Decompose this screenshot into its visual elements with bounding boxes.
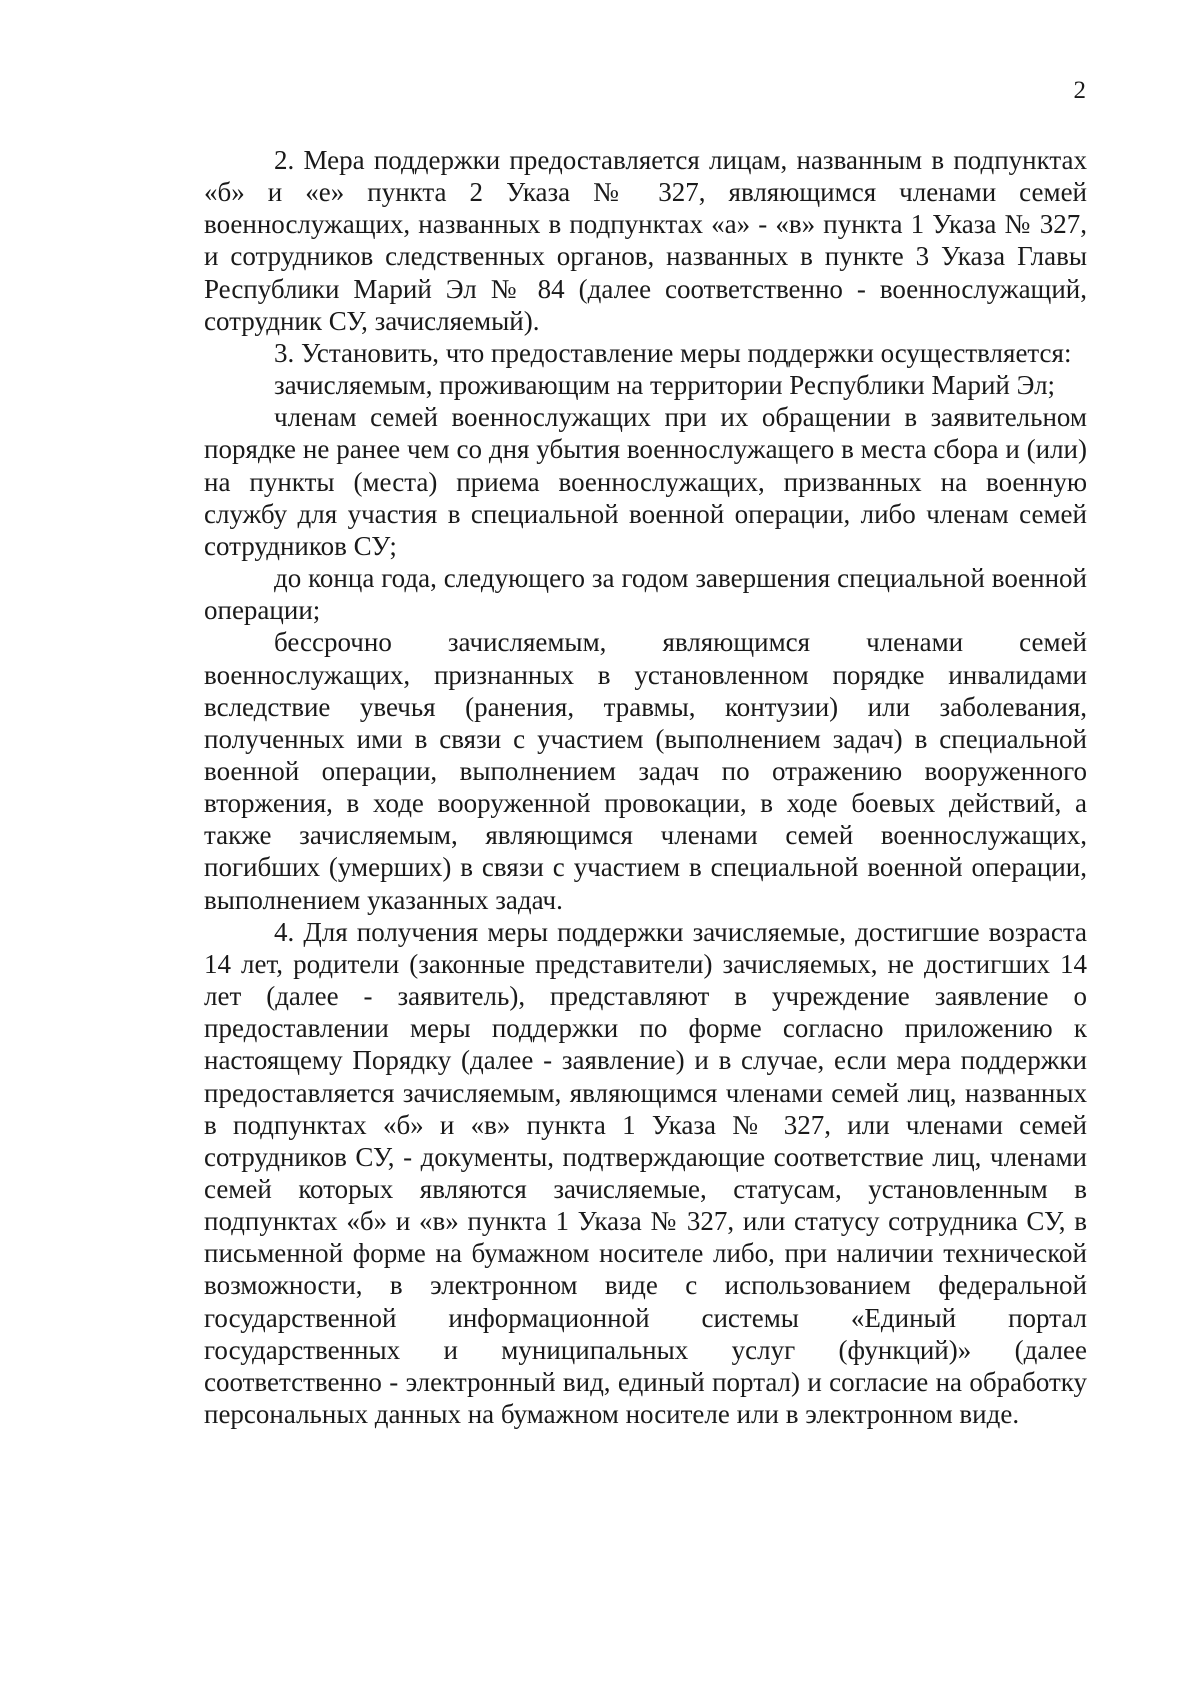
page-number: 2 xyxy=(1073,77,1086,104)
paragraph-4: 4. Для получения меры поддержки зачисляемые, достигшие возраста 14 лет, родители (законные представители) зачисляемых, не достигших 14 лет (далее - заявитель), представляют в учреждение заявление о предоставлении меры поддержки по форме согласно приложению к настоящему Порядку (далее - заявление) и в случае, если мера поддержки предоставляется зачисляемым, являющимся членами семей лиц, названных в подпунктах «б» и «в» пункта 1 Указа № 327, или членами семей сотрудников СУ, - документы, подтверждающие соответствие лиц, членами семей которых являются зачисляемые, статусам, установленным в подпунктах «б» и «в» пункта 1 Указа № 327, или статусу сотрудника СУ, в письменной форме на бумажном носителе либо, при наличии технической возможности, в электронном виде с использованием федеральной государственной информационной системы «Единый портал государственных и муниципальных услуг (функций)» (далее соответственно - электронный вид, единый портал) и согласие на обработку персональных данных на бумажном носителе или в электронном виде. xyxy=(204,916,1087,1430)
paragraph-2: 2. Мера поддержки предоставляется лицам, названным в подпунктах «б» и «е» пункта 2 Указа № 327, являющимся членами семей военнослужащих, названных в подпунктах «а» - «в» пункта 1 Указа № 327, и сотрудников следственных органов, названных в пункте 3 Указа Главы Республики Марий Эл № 84 (далее соответственно - военнослужащий, сотрудник СУ, зачисляемый). xyxy=(204,145,1087,336)
document-body xyxy=(204,144,1087,1430)
paragraph-3-item-residents: зачисляемым, проживающим на территории Республики Марий Эл; xyxy=(274,370,1056,401)
paragraph-3-item-end-of-year: до конца года, следующего за годом завершения специальной военной операции; xyxy=(204,563,1087,626)
paragraph-3-item-indefinite: бессрочно зачисляемым, являющимся членами семей военнослужащих, признанных в установленном порядке инвалидами вследствие увечья (ранения, травмы, контузии) или заболевания, полученных ими в связи с участием (выполнением задач) в специальной военной операции, выполнением задач по отражению вооруженного вторжения, в ходе вооруженной провокации, в ходе боевых действий, а также зачисляемым, являющимся членами семей военнослужащих, погибших (умерших) в связи с участием в специальной военной операции, выполнением указанных задач. xyxy=(204,627,1087,915)
paragraph-3: 3. Установить, что предоставление меры поддержки осуществляется: xyxy=(274,337,1072,368)
paragraph-3-item-family-members: членам семей военнослужащих при их обращении в заявительном порядке не ранее чем со дня убытия военнослужащего в места сбора и (или) на пункты (места) приема военнослужащих, призванных на военную службу для участия в специальной военной операции, либо членам семей сотрудников СУ; xyxy=(204,402,1087,561)
